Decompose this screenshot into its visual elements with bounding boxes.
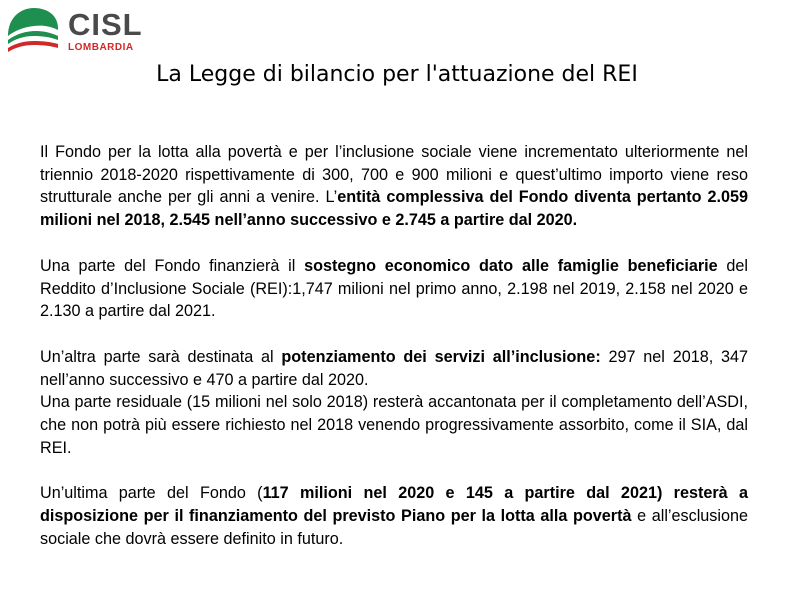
text-segment: del Reddito d’Inclusione Sociale (REI):1,747 milioni nel primo anno, 2.198 nel 2019, 2.158 nel 2020 e 2.130 a partire dal 2021. xyxy=(40,256,748,321)
body-text xyxy=(40,141,748,574)
text-segment: Un’ultima parte del Fondo ( xyxy=(40,484,263,503)
text-segment: 297 nel 2018, 347 nell’anno successivo e 470 a partire dal 2020. Una parte residuale (15 milioni nel solo 2018) resterà accantonata per il completamento dell’ASDI, che non potrà più essere richiesto nel 2018 venendo progressivamente assorbito, come il SIA, dal REI. xyxy=(40,347,748,457)
paragraph-servizi-inclusione xyxy=(40,346,748,460)
text-segment: Un’altra parte sarà destinata al xyxy=(40,347,282,366)
paragraph-fondo-incremento xyxy=(40,141,748,232)
text-segment-bold: sostegno economico dato alle famiglie beneficiarie xyxy=(304,256,718,275)
logo-name: CISL xyxy=(68,7,143,42)
page-title: La Legge di bilancio per l'attuazione del REI xyxy=(156,62,638,87)
paragraph-sostegno-economico xyxy=(40,255,748,323)
text-segment-bold: entità complessiva del Fondo diventa pertanto 2.059 milioni nel 2018, 2.545 nell’anno successivo e 2.745 a partire dal 2020. xyxy=(40,188,748,230)
text-segment: e all’esclusione sociale che dovrà essere definito in futuro. xyxy=(40,507,748,548)
text-segment-bold: potenziamento dei servizi all’inclusione: xyxy=(281,347,601,366)
logo-region: LOMBARDIA xyxy=(68,42,134,53)
text-segment-bold: 117 milioni nel 2020 e 145 a partire dal 2021) resterà a disposizione per il finanziamento del previsto Piano per la lotta alla povertà xyxy=(40,484,748,526)
cisl-logo-icon xyxy=(6,6,62,54)
text-segment: Una parte del Fondo finanzierà il xyxy=(40,256,305,275)
cisl-logo xyxy=(6,6,146,56)
text-segment: Il Fondo per la lotta alla povertà e per l’inclusione sociale viene incrementato ulteriormente nel triennio 2018-2020 rispettivamente di 300, 700 e 900 milioni e quest’ultimo importo viene reso strutturale anche per gli anni a venire. L’ xyxy=(40,143,748,207)
paragraph-piano-poverta xyxy=(40,482,748,550)
